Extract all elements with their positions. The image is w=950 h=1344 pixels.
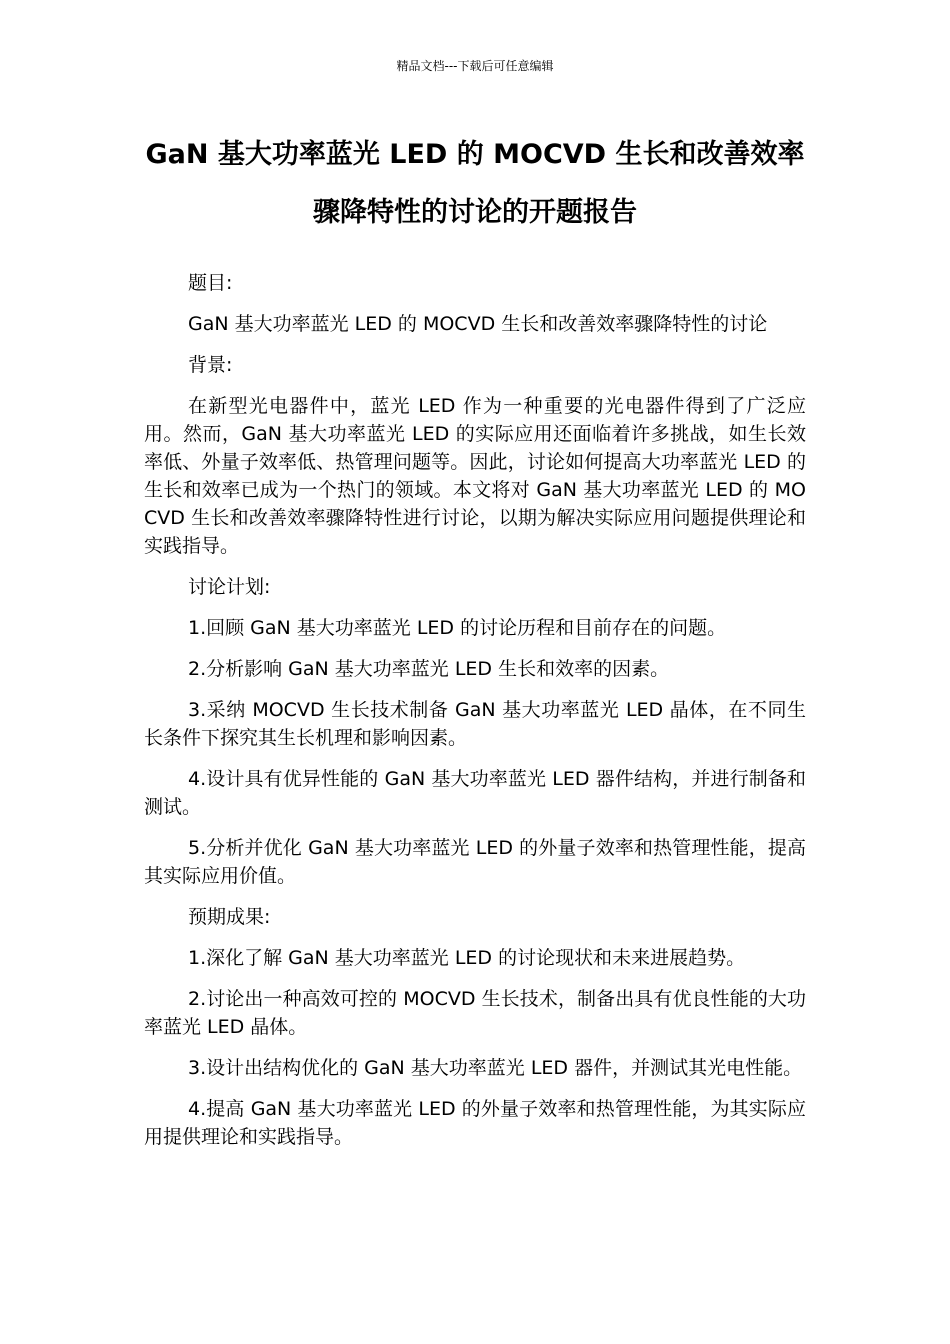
background-text: 在新型光电器件中，蓝光 LED 作为一种重要的光电器件得到了广泛应用。然而，GaN 基大功率蓝光 LED 的实际应用还面临着许多挑战，如生长效率低、外量子效率低、热管理问题等。因此，讨论如何提高大功率蓝光 LED 的生长和效率已成为一个热门的领域。本文将对 GaN 基大功率蓝光 LED 的 MOCVD 生长和改善效率骤降特性进行讨论，以期为解决实际应用问题提供理论和实践指导。 [144,395,806,557]
plan-item: 2.分析影响 GaN 基大功率蓝光 LED 生长和效率的因素。 [188,658,670,680]
plan-label: 讨论计划: [188,576,271,598]
results-item: 1.深化了解 GaN 基大功率蓝光 LED 的讨论现状和未来进展趋势。 [188,947,746,969]
background-label: 背景: [188,354,233,376]
plan-item: 5.分析并优化 GaN 基大功率蓝光 LED 的外量子效率和热管理性能，提高其实际应用价值。 [144,837,806,887]
results-label: 预期成果: [188,906,271,928]
plan-item: 4.设计具有优异性能的 GaN 基大功率蓝光 LED 器件结构，并进行制备和测试。 [144,768,806,818]
topic-text: GaN 基大功率蓝光 LED 的 MOCVD 生长和改善效率骤降特性的讨论 [188,313,768,335]
topic-label: 题目: [188,272,233,294]
document-title-line-2: 骤降特性的讨论的开题报告 [313,197,637,228]
document-title-line-1: GaN 基大功率蓝光 LED 的 MOCVD 生长和改善效率 [145,139,805,170]
document-body [144,269,806,1164]
plan-item: 1.回顾 GaN 基大功率蓝光 LED 的讨论历程和目前存在的问题。 [188,617,727,639]
plan-item: 3.采纳 MOCVD 生长技术制备 GaN 基大功率蓝光 LED 晶体，在不同生长条件下探究其生长机理和影响因素。 [144,699,806,749]
results-item: 2.讨论出一种高效可控的 MOCVD 生长技术，制备出具有优良性能的大功率蓝光 LED 晶体。 [144,988,806,1038]
results-item: 3.设计出结构优化的 GaN 基大功率蓝光 LED 器件，并测试其光电性能。 [188,1057,803,1079]
results-item: 4.提高 GaN 基大功率蓝光 LED 的外量子效率和热管理性能，为其实际应用提供理论和实践指导。 [144,1098,806,1148]
header-note: 精品文档---下载后可任意编辑 [396,59,554,73]
